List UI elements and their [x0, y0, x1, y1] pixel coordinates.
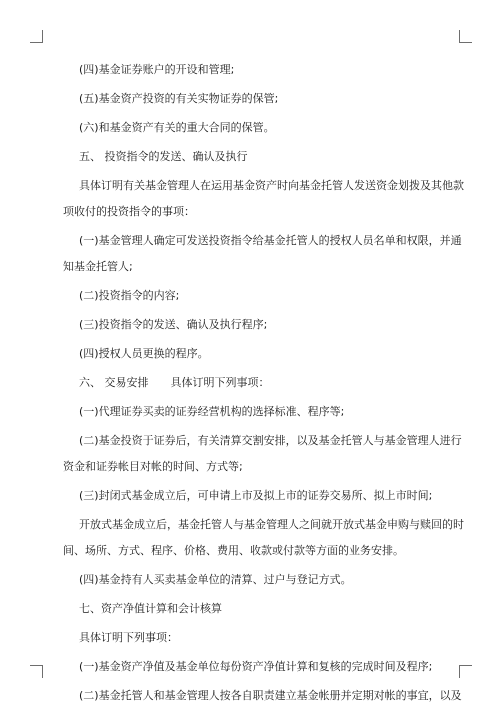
document-body — [63, 62, 464, 703]
list-item-custody-account: (四)基金证券账户的开设和管理; — [79, 63, 235, 76]
list-item-instruction-procedure: (三)投资指令的发送、确认及执行程序; — [79, 318, 268, 331]
section-heading-instructions: 五、 投资指令的发送、确认及执行 — [79, 150, 248, 163]
paragraph-line: 知基金托管人; — [63, 260, 133, 273]
list-item-broker-selection: (一)代理证券买卖的证券经营机构的选择标准、程序等; — [79, 405, 345, 418]
paragraph-line: 开放式基金成立后，基金托管人与基金管理人之间就开放式基金申购与赎回的时 — [79, 518, 464, 531]
list-item-authorization-change: (四)授权人员更换的程序。 — [79, 347, 209, 360]
list-item-listing: (三)封闭式基金成立后，可申请上市及拟上市的证券交易所、拟上市时间; — [79, 489, 433, 502]
paragraph-line: 具体订明下列事项： — [79, 631, 178, 644]
paragraph-line: 资金和证券帐目对帐的时间、方式等; — [63, 460, 243, 473]
crop-mark-top-left — [30, 30, 43, 43]
paragraph-line: 项收付的投资指令的事项： — [63, 205, 195, 218]
paragraph-line: 间、场所、方式、程序、价格、费用、收款或付款等方面的业务安排。 — [63, 544, 404, 557]
section-heading-valuation: 七、资产净值计算和会计核算 — [79, 602, 222, 615]
paragraph-line: 具体订明有关基金管理人在运用基金资产时向基金托管人发送资金划拨及其他款 — [79, 179, 464, 192]
list-item-settlement: (二)基金投资于证券后，有关清算交割安排，以及基金托管人与基金管理人进行 — [79, 434, 462, 447]
list-item-physical-securities: (五)基金资产投资的有关实物证券的保管; — [79, 92, 279, 105]
crop-mark-bottom-right — [459, 665, 472, 678]
list-item-instruction-content: (二)投资指令的内容; — [79, 289, 180, 302]
list-item-account-books: (二)基金托管人和基金管理人按各自职责建立基金帐册并定期对帐的事宜，以及 — [79, 689, 462, 702]
list-item-nav-calculation: (一)基金资产净值及基金单位每份资产净值计算和复核的完成时间及程序; — [79, 660, 433, 673]
crop-mark-bottom-left — [30, 665, 43, 678]
list-item-major-contracts: (六)和基金资产有关的重大合同的保管。 — [79, 121, 275, 134]
list-item-authorized-persons: (一)基金管理人确定可发送投资指令给基金托管人的授权人员名单和权限，并通 — [79, 234, 462, 247]
list-item-holder-clearing: (四)基金持有人买卖基金单位的清算、过户与登记方式。 — [79, 573, 352, 586]
section-heading-trading: 六、 交易安排 具体订明下列事项： — [79, 376, 270, 389]
crop-mark-top-right — [459, 30, 472, 43]
